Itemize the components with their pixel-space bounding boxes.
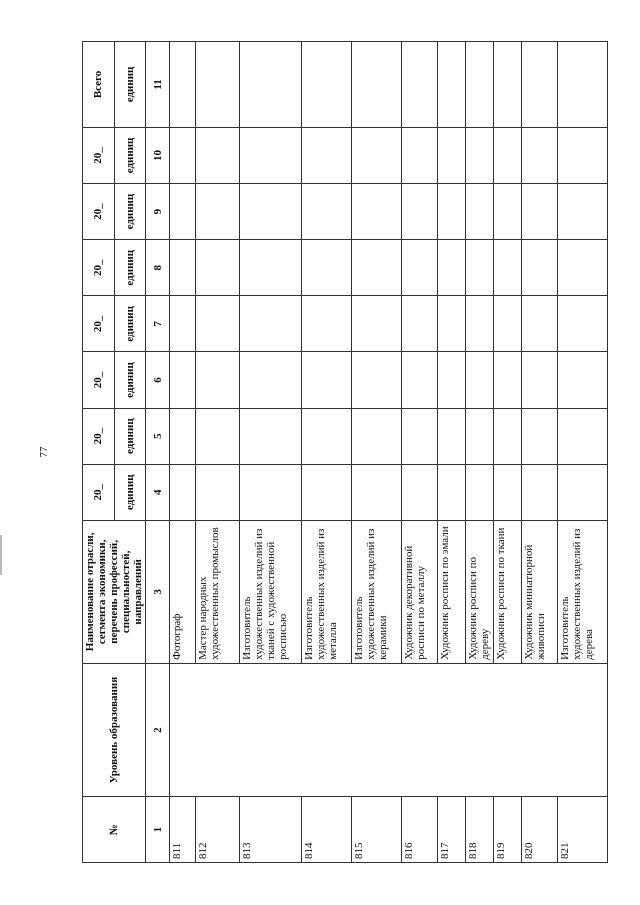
row-name: Изготовитель художественных изделий из дерева <box>558 520 608 663</box>
row-name: Художник декоративной росписи по металлу <box>402 520 438 663</box>
header-num: № <box>83 797 146 863</box>
header-year: 20_ <box>83 127 115 183</box>
row-num: 816 <box>402 797 438 863</box>
header-year: 20_ <box>83 464 115 520</box>
col-number: 9 <box>146 184 170 240</box>
header-year: 20_ <box>83 296 115 352</box>
page-number: 77 <box>38 446 50 458</box>
header-unit: единиц <box>114 408 146 464</box>
scan-edge-mark <box>0 535 2 575</box>
header-unit: единиц <box>114 240 146 296</box>
row-name: Фотограф <box>170 520 196 663</box>
col-number: 2 <box>146 663 170 796</box>
row-name: Художник росписи по ткани <box>494 520 522 663</box>
row-num: 812 <box>196 797 240 863</box>
table-row <box>170 42 196 863</box>
col-number: 11 <box>146 42 170 128</box>
col-number: 8 <box>146 240 170 296</box>
col-number: 4 <box>146 464 170 520</box>
row-name: Изготовитель художественных изделий из тканей с художественной росписью <box>240 520 302 663</box>
col-number: 1 <box>146 797 170 863</box>
education-table <box>82 41 608 863</box>
row-num: 820 <box>522 797 558 863</box>
header-level: Уровень образования <box>83 663 146 796</box>
header-unit: единиц <box>114 42 146 128</box>
header-year: 20_ <box>83 408 115 464</box>
row-name: Изготовитель художественных изделий из керамики <box>352 520 402 663</box>
header-year: 20_ <box>83 240 115 296</box>
col-number: 6 <box>146 352 170 408</box>
row-num: 813 <box>240 797 302 863</box>
col-number: 5 <box>146 408 170 464</box>
row-num: 811 <box>170 797 196 863</box>
col-number: 10 <box>146 127 170 183</box>
col-number: 7 <box>146 296 170 352</box>
rotated-table-wrapper <box>82 41 640 863</box>
row-name: Художник миниатюрной живописи <box>522 520 558 663</box>
row-name: Художник росписи по эмали <box>438 520 466 663</box>
row-num: 814 <box>302 797 352 863</box>
header-name: Наименование отрасли, сегмента экономики, перечень профессий, специальностей, направлений <box>83 520 146 663</box>
header-year: 20_ <box>83 184 115 240</box>
row-name: Художник росписи по дереву <box>466 520 494 663</box>
header-unit: единиц <box>114 184 146 240</box>
header-unit: единиц <box>114 296 146 352</box>
row-num: 817 <box>438 797 466 863</box>
header-total: Всего <box>83 42 115 128</box>
row-num: 819 <box>494 797 522 863</box>
row-num: 821 <box>558 797 608 863</box>
row-num: 818 <box>466 797 494 863</box>
header-unit: единиц <box>114 352 146 408</box>
row-name: Изготовитель художественных изделий из металла <box>302 520 352 663</box>
col-number: 3 <box>146 520 170 663</box>
row-num: 815 <box>352 797 402 863</box>
header-unit: единиц <box>114 127 146 183</box>
header-unit: единиц <box>114 464 146 520</box>
header-year: 20_ <box>83 352 115 408</box>
row-level <box>170 663 608 796</box>
row-name: Мастер народных художественных промыслов <box>196 520 240 663</box>
